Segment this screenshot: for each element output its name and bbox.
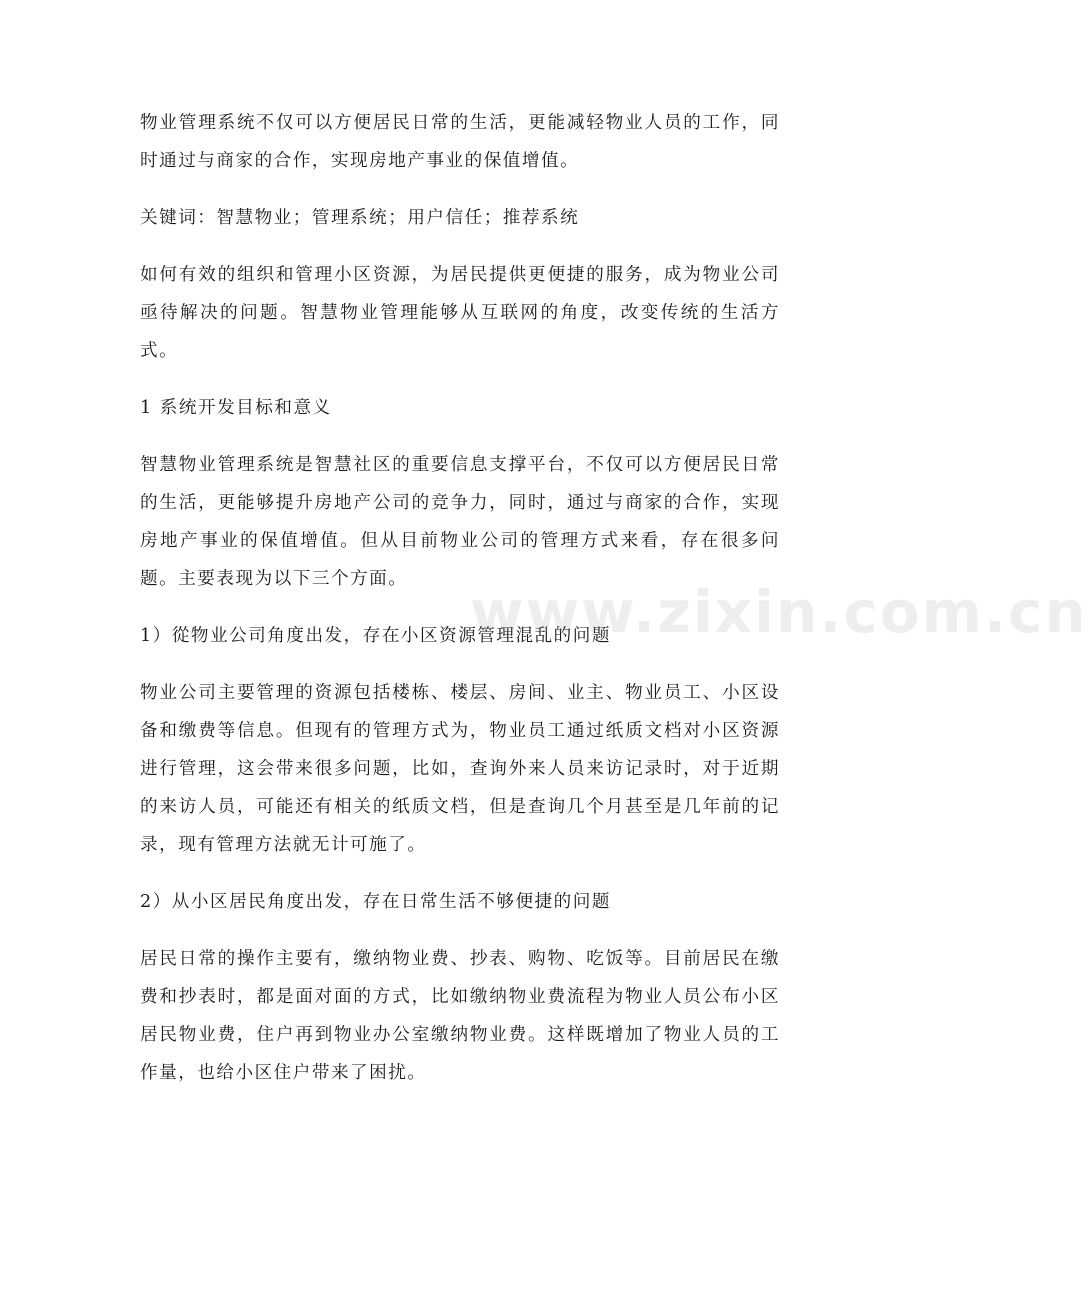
watermark-text: www.zixin.com.cn xyxy=(470,578,1088,646)
subheading-2: 2）从小区居民角度出发，存在日常生活不够便捷的问题 xyxy=(140,892,611,912)
paragraph-company-issues: 物业公司主要管理的资源包括楼栋、楼层、房间、业主、物业员工、小区设备和缴费等信息。但现有的管理方式为，物业员工通过纸质文档对小区资源进行管理，这会带来很多问题，比如，查询外来人员来访记录时，对于近期的来访人员，可能还有相关的纸质文档，但是查询几个月甚至是几年前的记录，现有管理方法就无计可施了。 xyxy=(140,683,780,855)
paragraph-background: 如何有效的组织和管理小区资源，为居民提供更便捷的服务，成为物业公司亟待解决的问题。智慧物业管理能够从互联网的角度，改变传统的生活方式。 xyxy=(140,265,780,361)
paragraph-intro: 物业管理系统不仅可以方便居民日常的生活，更能减轻物业人员的工作，同时通过与商家的合作，实现房地产事业的保值增值。 xyxy=(140,113,780,171)
section-heading-1: 1 系统开发目标和意义 xyxy=(140,398,332,418)
paragraph-resident-issues: 居民日常的操作主要有，缴纳物业费、抄表、购物、吃饭等。目前居民在缴费和抄表时，都是面对面的方式，比如缴纳物业费流程为物业人员公布小区居民物业费，住户再到物业办公室缴纳物业费。这样既增加了物业人员的工作量，也给小区住户带来了困扰。 xyxy=(140,949,780,1083)
document-body xyxy=(140,104,780,1092)
paragraph-keywords: 关键词：智慧物业；管理系统；用户信任；推荐系统 xyxy=(140,208,580,228)
paragraph-goals: 智慧物业管理系统是智慧社区的重要信息支撑平台，不仅可以方便居民日常的生活，更能够提升房地产公司的竞争力，同时，通过与商家的合作，实现房地产事业的保值增值。但从目前物业公司的管理方式来看，存在很多问题。主要表现为以下三个方面。 xyxy=(140,455,780,589)
subheading-1: 1）從物业公司角度出发，存在小区资源管理混乱的问题 xyxy=(140,626,611,646)
